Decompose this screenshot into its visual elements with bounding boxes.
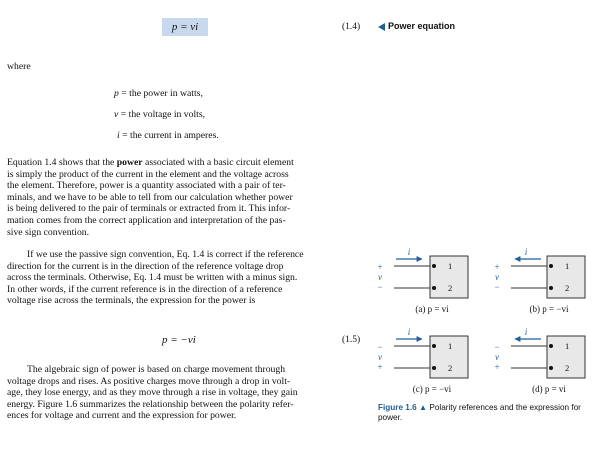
paragraph-line: across the terminals. Otherwise, Eq. 1.4 must be written with a minus sign. <box>7 272 298 284</box>
figure-caption <box>378 403 588 423</box>
definition-symbol: p <box>114 88 119 99</box>
panel-caption: (c) p = −vi <box>412 384 452 394</box>
paragraph-1 <box>7 157 363 238</box>
equation-1-4: p = vi <box>162 18 208 36</box>
paragraph-line: In other words, if the current reference is in the direction of a reference <box>7 283 283 295</box>
terminal-1-label: 1 <box>448 261 453 271</box>
terminal-1-label: 1 <box>565 341 570 351</box>
terminal-2-label: 2 <box>565 363 570 373</box>
paragraph-line: voltage drops and rises. As positive charges move through a drop in volt- <box>7 375 291 387</box>
current-label: i <box>524 248 528 257</box>
definition-p: p = the power in watts, <box>114 88 203 99</box>
terminal-1-dot <box>432 264 436 268</box>
paragraph-line: If we use the passive sign convention, Eq. 1.4 is correct if the reference <box>27 249 304 260</box>
figure-number: Figure 1.6 <box>378 403 417 412</box>
definition-text: the power in watts, <box>129 88 203 99</box>
definition-v: v = the voltage in volts, <box>114 109 206 120</box>
paragraph-line: is being delivered to the pair of terminals or extracted from it. This infor- <box>7 203 291 215</box>
left-arrow-icon <box>378 23 385 31</box>
paragraph-line: age, they lose energy, and as they move through a rise in voltage, they gain <box>7 387 298 399</box>
terminal-2-label: 2 <box>565 283 570 293</box>
margin-note-power-equation <box>378 21 455 31</box>
panel-d <box>494 327 585 394</box>
terminal-1-dot <box>549 344 553 348</box>
current-label: i <box>407 327 411 337</box>
definition-text: the current in amperes. <box>130 130 219 141</box>
paragraph-line: Equation 1.4 shows that the power associated with a basic circuit element <box>7 157 294 168</box>
panel-caption: (b) p = −vi <box>529 304 569 314</box>
where-label: where <box>7 61 31 72</box>
definition-i: i = the current in amperes. <box>117 130 219 141</box>
voltage-sign-bottom: + <box>377 362 383 372</box>
panel-b <box>494 248 585 314</box>
voltage-label: v <box>495 272 499 282</box>
panel-c <box>377 327 468 394</box>
paragraph-3 <box>7 364 363 422</box>
terminal-2-dot <box>549 366 553 370</box>
margin-note-label: Power equation <box>388 21 456 31</box>
paragraph-line: mation comes from the correct application and interpretation of the pas- <box>7 214 286 226</box>
definition-symbol: i <box>117 130 120 141</box>
terminal-2-label: 2 <box>448 283 453 293</box>
terminal-1-dot <box>432 344 436 348</box>
paragraph-2 <box>7 249 363 307</box>
terminal-1-label: 1 <box>448 341 453 351</box>
voltage-sign-top: + <box>494 262 500 272</box>
definition-text: the voltage in volts, <box>128 109 206 120</box>
paragraph-line: voltage rise across the terminals, the expression for the power is <box>7 295 256 307</box>
panel-caption: (d) p = vi <box>532 384 566 394</box>
paragraph-line: The algebraic sign of power is based on charge movement through <box>27 364 286 375</box>
terminal-2-dot <box>549 286 553 290</box>
figure-caption-text: Polarity references and the expression for power. <box>378 403 581 422</box>
voltage-sign-top: + <box>377 262 383 272</box>
voltage-sign-bottom: − <box>494 282 500 292</box>
terminal-1-dot <box>549 264 553 268</box>
equation-number-1-4: (1.4) <box>342 22 361 32</box>
paragraph-line: sive sign convention. <box>7 226 90 238</box>
voltage-sign-top: − <box>494 342 500 352</box>
definition-symbol: v <box>114 109 119 120</box>
equation-1-5: p = −vi <box>162 334 196 346</box>
equation-number-1-5: (1.5) <box>342 335 361 345</box>
current-label: i <box>407 248 411 257</box>
paragraph-line: direction for the current is in the direction of the reference voltage drop <box>7 260 284 272</box>
voltage-label: v <box>378 352 382 362</box>
panel-a <box>377 248 468 314</box>
paragraph-line: is simply the product of the current in the element and the voltage across <box>7 168 289 180</box>
voltage-sign-bottom: − <box>377 282 383 292</box>
voltage-label: v <box>495 352 499 362</box>
paragraph-line: minals, and we have to be able to tell from our calculation whether power <box>7 191 293 203</box>
paragraph-line: ences for voltage and current and the expression for power. <box>7 410 237 422</box>
current-label: i <box>524 327 528 337</box>
voltage-sign-top: − <box>377 342 383 352</box>
panel-caption: (a) p = vi <box>415 304 449 314</box>
voltage-sign-bottom: + <box>494 362 500 372</box>
paragraph-line: energy. Figure 1.6 summarizes the relationship between the polarity refer- <box>7 398 294 410</box>
terminal-2-dot <box>432 366 436 370</box>
figure-1-6 <box>370 248 595 398</box>
voltage-label: v <box>378 272 382 282</box>
terminal-2-dot <box>432 286 436 290</box>
paragraph-line: the element. Therefore, power is a quantity associated with a pair of ter- <box>7 180 286 192</box>
terminal-2-label: 2 <box>448 363 453 373</box>
bold-term-power: power <box>116 157 143 168</box>
triangle-marker-icon: ▲ <box>418 403 428 412</box>
terminal-1-label: 1 <box>565 261 570 271</box>
